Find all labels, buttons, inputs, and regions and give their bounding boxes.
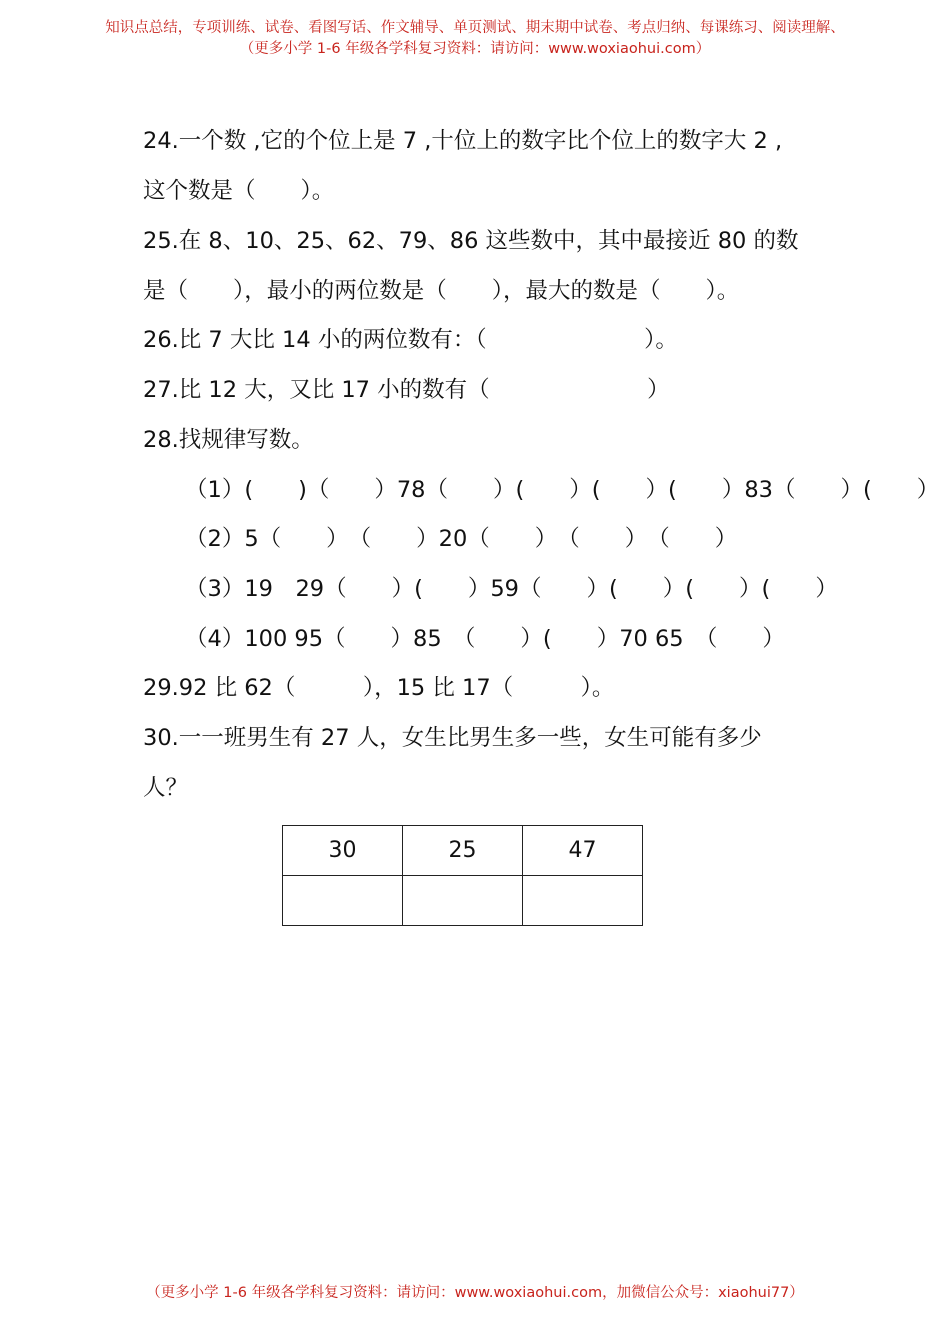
header-line-1: 知识点总结，专项训练、试卷、看图写话、作文辅导、单页测试、期末期中试卷、考点归纳、每课练习、阅读理解、: [105, 20, 845, 36]
page-footer: （更多小学 1-6 年级各学科复习资料：请访问：www.woxiaohui.com，加微信公众号：xiaohui77）: [146, 1285, 804, 1301]
question-30-line-2: 人？: [143, 775, 189, 801]
question-24-line-2: 这个数是（ ）。: [143, 178, 335, 204]
answer-cell[interactable]: [403, 876, 523, 926]
question-29: 29.92 比 62（ ），15 比 17（ ）。: [143, 675, 615, 701]
header-line-2: （更多小学 1-6 年级各学科复习资料：请访问：www.woxiaohui.com）: [239, 41, 711, 57]
question-28-sequence-2: （2）5（ ） （ ）20（ ） （ ） （ ）: [185, 526, 738, 552]
question-24-line-1: 24.一个数 ,它的个位上是 7 ,十位上的数字比个位上的数字大 2 ,: [143, 128, 783, 154]
page-header: [0, 18, 950, 60]
option-cell: 25: [403, 826, 523, 876]
question-28-sequence-1: （1）( )（ ）78（ ）( ）( ）( ）83（ ）( ）: [185, 477, 940, 503]
options-row: [283, 826, 643, 876]
question-28-title: 28.找规律写数。: [143, 427, 314, 453]
question-25-line-2: 是（ ），最小的两位数是（ ），最大的数是（ ）。: [143, 278, 740, 304]
option-cell: 47: [523, 826, 643, 876]
question-26: 26.比 7 大比 14 小的两位数有：（ ）。: [143, 327, 678, 353]
question-28-sequence-3: （3）19 29（ ）( ）59（ ）( ）( ）( ）: [185, 576, 838, 602]
question-28-sequence-4: （4）100 95（ ）85 （ ）( ）70 65 （ ）: [185, 626, 785, 652]
question-30-line-1: 30.一一班男生有 27 人，女生比男生多一些，女生可能有多少: [143, 725, 762, 751]
question-27: 27.比 12 大，又比 17 小的数有（ ）: [143, 377, 670, 403]
option-cell: 30: [283, 826, 403, 876]
answer-cell[interactable]: [283, 876, 403, 926]
answer-table: [282, 825, 643, 926]
answer-row: [283, 876, 643, 926]
question-25-line-1: 25.在 8、10、25、62、79、86 这些数中，其中最接近 80 的数: [143, 228, 799, 254]
answer-cell[interactable]: [523, 876, 643, 926]
